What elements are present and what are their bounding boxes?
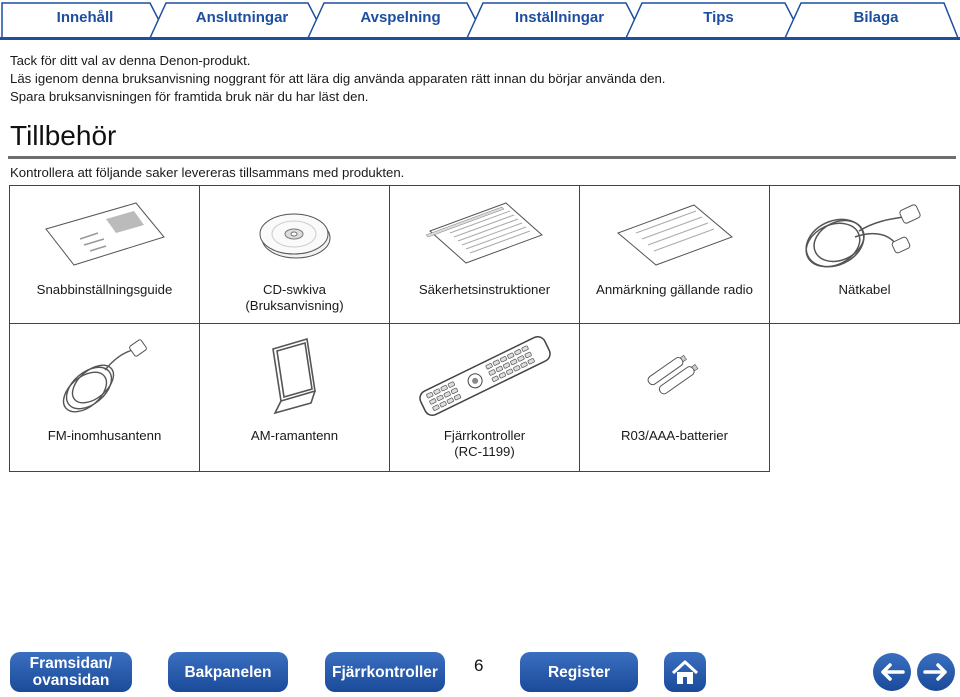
safety-sheet-icon [420,199,550,269]
section-title: Tillbehör [10,120,117,151]
accessory-label: (RC-1199) [454,444,515,459]
fm-antenna-icon [45,330,165,422]
accessory-cell [10,324,200,472]
check-text: Kontrollera att följande saker levereras tillsammans med produkten. [10,165,405,180]
forward-button[interactable] [917,653,955,691]
rear-panel-button[interactable]: Bakpanelen [168,652,288,692]
accessory-label: CD-swkiva [262,282,326,297]
title-divider [8,156,956,159]
home-button[interactable] [664,652,706,692]
accessory-cell [200,186,390,324]
accessory-cell [580,186,770,324]
accessory-cell [390,324,580,472]
accessory-cell [580,324,770,472]
accessory-label: Snabbinställningsguide [36,282,173,297]
tab-bilaga[interactable]: Bilaga [853,9,899,26]
accessory-label: AM-ramantenn [250,428,339,443]
intro-line-1: Tack för ditt val av denna Denon-produkt. [10,53,251,68]
tab-innehall[interactable]: Innehåll [56,9,114,26]
accessory-label: (Bruksanvisning) [245,298,344,313]
tab-tips[interactable]: Tips [703,9,734,26]
radio-note-icon [610,199,740,269]
accessory-cell [390,186,580,324]
front-panel-button[interactable]: Framsidan/ ovansidan [10,652,132,692]
batteries-icon [640,346,710,406]
accessory-cell [770,186,960,324]
tab-installningar[interactable]: Inställningar [514,9,605,26]
am-loop-antenna-icon [255,333,335,419]
accessory-label: R03/AAA-batterier [620,428,728,443]
intro-text [10,52,665,106]
remote-control-button[interactable]: Fjärrkontroller [325,652,445,692]
page-number: 6 [474,656,484,675]
accessory-label: Anmärkning gällande radio [596,282,753,297]
tab-avspelning[interactable]: Avspelning [360,9,441,26]
accessory-label: Säkerhetsinstruktioner [418,282,551,297]
table-row [10,324,960,472]
top-tab-bar [0,0,960,40]
accessory-label: Fjärrkontroller [443,428,526,443]
cd-icon [250,204,340,264]
accessory-cell [10,186,200,324]
accessory-label: FM-inomhusantenn [47,428,162,443]
home-icon [670,658,700,686]
tab-anslutningar[interactable]: Anslutningar [195,9,289,26]
accessory-label: Nätkabel [838,282,891,297]
back-button[interactable] [873,653,911,691]
power-cable-icon [795,191,935,277]
intro-line-2: Läs igenom denna bruksanvisning noggrant för att lära dig använda apparaten rätt innan du börjar använda den. [10,71,666,86]
intro-line-3: Spara bruksanvisningen för framtida bruk när du har läst den. [10,89,369,104]
accessory-cell [200,324,390,472]
accessories-table [9,185,960,472]
remote-control-icon [410,331,560,421]
arrow-left-icon [879,662,905,682]
quick-guide-icon [40,199,170,269]
index-button[interactable]: Register [520,652,638,692]
empty-cell [770,324,960,472]
table-row [10,186,960,324]
arrow-right-icon [923,662,949,682]
tab-underline [0,37,960,40]
